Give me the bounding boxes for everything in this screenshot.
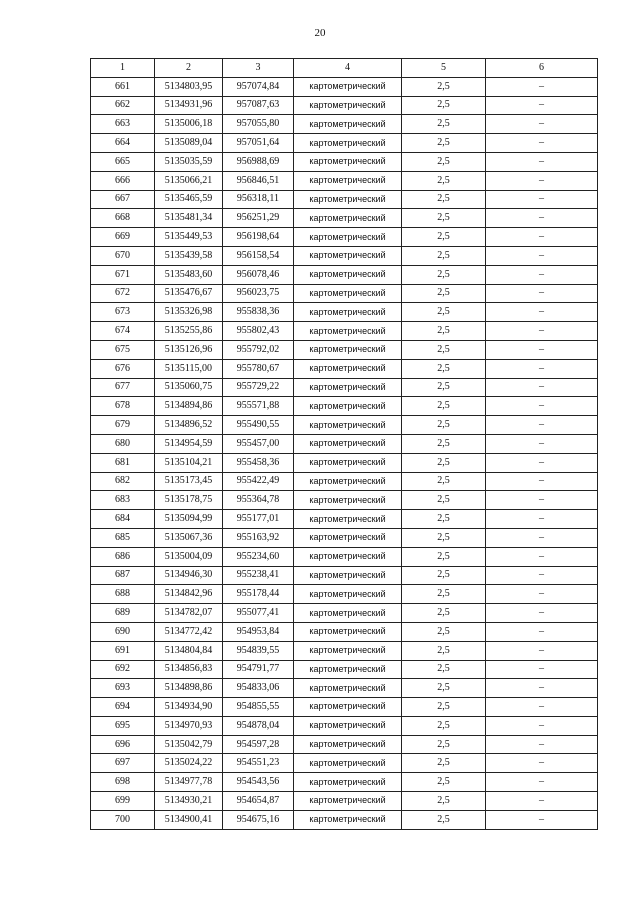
description-cell: – xyxy=(486,810,598,829)
point-number-cell: 666 xyxy=(91,171,155,190)
method-cell: картометрический xyxy=(294,679,402,698)
description-cell: – xyxy=(486,134,598,153)
point-number-cell: 671 xyxy=(91,265,155,284)
table-body xyxy=(91,77,598,829)
point-number-cell: 665 xyxy=(91,152,155,171)
point-number-cell: 694 xyxy=(91,698,155,717)
y-coordinate-cell: 955490,55 xyxy=(223,416,294,435)
point-number-cell: 674 xyxy=(91,322,155,341)
description-cell: – xyxy=(486,77,598,96)
x-coordinate-cell: 5134934,90 xyxy=(155,698,223,717)
method-cell: картометрический xyxy=(294,209,402,228)
column-header-6: 6 xyxy=(486,59,598,78)
x-coordinate-cell: 5135089,04 xyxy=(155,134,223,153)
table-row xyxy=(91,622,598,641)
x-coordinate-cell: 5134856,83 xyxy=(155,660,223,679)
description-cell: – xyxy=(486,115,598,134)
y-coordinate-cell: 956318,11 xyxy=(223,190,294,209)
table-row xyxy=(91,359,598,378)
x-coordinate-cell: 5135006,18 xyxy=(155,115,223,134)
table-row xyxy=(91,792,598,811)
table-row xyxy=(91,510,598,529)
y-coordinate-cell: 954878,04 xyxy=(223,716,294,735)
x-coordinate-cell: 5134803,95 xyxy=(155,77,223,96)
description-cell: – xyxy=(486,322,598,341)
accuracy-cell: 2,5 xyxy=(402,303,486,322)
accuracy-cell: 2,5 xyxy=(402,660,486,679)
y-coordinate-cell: 957051,64 xyxy=(223,134,294,153)
point-number-cell: 689 xyxy=(91,604,155,623)
table-row xyxy=(91,585,598,604)
table-row xyxy=(91,472,598,491)
table-row xyxy=(91,735,598,754)
y-coordinate-cell: 956988,69 xyxy=(223,152,294,171)
x-coordinate-cell: 5135035,59 xyxy=(155,152,223,171)
method-cell: картометрический xyxy=(294,566,402,585)
accuracy-cell: 2,5 xyxy=(402,716,486,735)
table-row xyxy=(91,77,598,96)
table-row xyxy=(91,322,598,341)
point-number-cell: 677 xyxy=(91,378,155,397)
accuracy-cell: 2,5 xyxy=(402,679,486,698)
x-coordinate-cell: 5134896,52 xyxy=(155,416,223,435)
accuracy-cell: 2,5 xyxy=(402,190,486,209)
point-number-cell: 669 xyxy=(91,228,155,247)
description-cell: – xyxy=(486,792,598,811)
description-cell: – xyxy=(486,604,598,623)
method-cell: картометрический xyxy=(294,96,402,115)
x-coordinate-cell: 5134900,41 xyxy=(155,810,223,829)
table-row xyxy=(91,698,598,717)
description-cell: – xyxy=(486,416,598,435)
method-cell: картометрический xyxy=(294,585,402,604)
y-coordinate-cell: 955780,67 xyxy=(223,359,294,378)
table-row xyxy=(91,491,598,510)
y-coordinate-cell: 956158,54 xyxy=(223,246,294,265)
y-coordinate-cell: 955422,49 xyxy=(223,472,294,491)
table-row xyxy=(91,641,598,660)
point-number-cell: 700 xyxy=(91,810,155,829)
table-row xyxy=(91,754,598,773)
point-number-cell: 695 xyxy=(91,716,155,735)
point-number-cell: 678 xyxy=(91,397,155,416)
y-coordinate-cell: 954953,84 xyxy=(223,622,294,641)
point-number-cell: 691 xyxy=(91,641,155,660)
accuracy-cell: 2,5 xyxy=(402,585,486,604)
method-cell: картометрический xyxy=(294,472,402,491)
method-cell: картометрический xyxy=(294,510,402,529)
description-cell: – xyxy=(486,716,598,735)
x-coordinate-cell: 5134946,30 xyxy=(155,566,223,585)
point-number-cell: 688 xyxy=(91,585,155,604)
method-cell: картометрический xyxy=(294,735,402,754)
accuracy-cell: 2,5 xyxy=(402,453,486,472)
point-number-cell: 692 xyxy=(91,660,155,679)
point-number-cell: 673 xyxy=(91,303,155,322)
x-coordinate-cell: 5135104,21 xyxy=(155,453,223,472)
accuracy-cell: 2,5 xyxy=(402,754,486,773)
x-coordinate-cell: 5135326,98 xyxy=(155,303,223,322)
y-coordinate-cell: 955802,43 xyxy=(223,322,294,341)
accuracy-cell: 2,5 xyxy=(402,510,486,529)
method-cell: картометрический xyxy=(294,134,402,153)
method-cell: картометрический xyxy=(294,115,402,134)
accuracy-cell: 2,5 xyxy=(402,735,486,754)
description-cell: – xyxy=(486,340,598,359)
accuracy-cell: 2,5 xyxy=(402,359,486,378)
y-coordinate-cell: 955838,36 xyxy=(223,303,294,322)
x-coordinate-cell: 5135024,22 xyxy=(155,754,223,773)
accuracy-cell: 2,5 xyxy=(402,397,486,416)
table-row xyxy=(91,152,598,171)
point-number-cell: 685 xyxy=(91,528,155,547)
accuracy-cell: 2,5 xyxy=(402,792,486,811)
y-coordinate-cell: 954839,55 xyxy=(223,641,294,660)
x-coordinate-cell: 5135483,60 xyxy=(155,265,223,284)
x-coordinate-cell: 5135067,36 xyxy=(155,528,223,547)
table-row xyxy=(91,397,598,416)
accuracy-cell: 2,5 xyxy=(402,265,486,284)
point-number-cell: 696 xyxy=(91,735,155,754)
description-cell: – xyxy=(486,265,598,284)
method-cell: картометрический xyxy=(294,228,402,247)
point-number-cell: 670 xyxy=(91,246,155,265)
table-row xyxy=(91,378,598,397)
table-row xyxy=(91,716,598,735)
coordinates-table xyxy=(90,58,598,830)
point-number-cell: 682 xyxy=(91,472,155,491)
y-coordinate-cell: 956078,46 xyxy=(223,265,294,284)
description-cell: – xyxy=(486,510,598,529)
x-coordinate-cell: 5135094,99 xyxy=(155,510,223,529)
table-row xyxy=(91,340,598,359)
y-coordinate-cell: 957087,63 xyxy=(223,96,294,115)
x-coordinate-cell: 5135481,34 xyxy=(155,209,223,228)
table-row xyxy=(91,660,598,679)
table-row xyxy=(91,134,598,153)
point-number-cell: 675 xyxy=(91,340,155,359)
table-row xyxy=(91,96,598,115)
accuracy-cell: 2,5 xyxy=(402,491,486,510)
table-row xyxy=(91,303,598,322)
point-number-cell: 661 xyxy=(91,77,155,96)
column-header-3: 3 xyxy=(223,59,294,78)
point-number-cell: 667 xyxy=(91,190,155,209)
method-cell: картометрический xyxy=(294,359,402,378)
description-cell: – xyxy=(486,547,598,566)
x-coordinate-cell: 5135066,21 xyxy=(155,171,223,190)
method-cell: картометрический xyxy=(294,792,402,811)
description-cell: – xyxy=(486,622,598,641)
description-cell: – xyxy=(486,397,598,416)
accuracy-cell: 2,5 xyxy=(402,622,486,641)
y-coordinate-cell: 955364,78 xyxy=(223,491,294,510)
y-coordinate-cell: 954654,87 xyxy=(223,792,294,811)
x-coordinate-cell: 5134842,96 xyxy=(155,585,223,604)
table-row xyxy=(91,284,598,303)
y-coordinate-cell: 956251,29 xyxy=(223,209,294,228)
y-coordinate-cell: 956846,51 xyxy=(223,171,294,190)
description-cell: – xyxy=(486,698,598,717)
x-coordinate-cell: 5135465,59 xyxy=(155,190,223,209)
description-cell: – xyxy=(486,171,598,190)
table-row xyxy=(91,115,598,134)
x-coordinate-cell: 5135476,67 xyxy=(155,284,223,303)
point-number-cell: 679 xyxy=(91,416,155,435)
description-cell: – xyxy=(486,378,598,397)
y-coordinate-cell: 954791,77 xyxy=(223,660,294,679)
method-cell: картометрический xyxy=(294,698,402,717)
table-row xyxy=(91,434,598,453)
x-coordinate-cell: 5134772,42 xyxy=(155,622,223,641)
page-number: 20 xyxy=(314,27,326,39)
point-number-cell: 680 xyxy=(91,434,155,453)
column-header-4: 4 xyxy=(294,59,402,78)
description-cell: – xyxy=(486,566,598,585)
accuracy-cell: 2,5 xyxy=(402,641,486,660)
description-cell: – xyxy=(486,472,598,491)
description-cell: – xyxy=(486,96,598,115)
method-cell: картометрический xyxy=(294,77,402,96)
point-number-cell: 686 xyxy=(91,547,155,566)
y-coordinate-cell: 954855,55 xyxy=(223,698,294,717)
method-cell: картометрический xyxy=(294,303,402,322)
y-coordinate-cell: 955729,22 xyxy=(223,378,294,397)
x-coordinate-cell: 5135173,45 xyxy=(155,472,223,491)
table-row xyxy=(91,604,598,623)
method-cell: картометрический xyxy=(294,246,402,265)
accuracy-cell: 2,5 xyxy=(402,246,486,265)
y-coordinate-cell: 955077,41 xyxy=(223,604,294,623)
y-coordinate-cell: 955177,01 xyxy=(223,510,294,529)
description-cell: – xyxy=(486,228,598,247)
accuracy-cell: 2,5 xyxy=(402,284,486,303)
point-number-cell: 664 xyxy=(91,134,155,153)
y-coordinate-cell: 955457,00 xyxy=(223,434,294,453)
accuracy-cell: 2,5 xyxy=(402,472,486,491)
description-cell: – xyxy=(486,284,598,303)
accuracy-cell: 2,5 xyxy=(402,773,486,792)
method-cell: картометрический xyxy=(294,340,402,359)
method-cell: картометрический xyxy=(294,171,402,190)
y-coordinate-cell: 954675,16 xyxy=(223,810,294,829)
y-coordinate-cell: 957074,84 xyxy=(223,77,294,96)
x-coordinate-cell: 5134954,59 xyxy=(155,434,223,453)
y-coordinate-cell: 954597,28 xyxy=(223,735,294,754)
y-coordinate-cell: 954551,23 xyxy=(223,754,294,773)
method-cell: картометрический xyxy=(294,284,402,303)
accuracy-cell: 2,5 xyxy=(402,698,486,717)
column-header-2: 2 xyxy=(155,59,223,78)
accuracy-cell: 2,5 xyxy=(402,134,486,153)
y-coordinate-cell: 956198,64 xyxy=(223,228,294,247)
accuracy-cell: 2,5 xyxy=(402,340,486,359)
y-coordinate-cell: 954833,06 xyxy=(223,679,294,698)
accuracy-cell: 2,5 xyxy=(402,322,486,341)
point-number-cell: 668 xyxy=(91,209,155,228)
point-number-cell: 693 xyxy=(91,679,155,698)
method-cell: картометрический xyxy=(294,547,402,566)
table-row xyxy=(91,209,598,228)
description-cell: – xyxy=(486,209,598,228)
accuracy-cell: 2,5 xyxy=(402,171,486,190)
description-cell: – xyxy=(486,190,598,209)
description-cell: – xyxy=(486,246,598,265)
y-coordinate-cell: 955163,92 xyxy=(223,528,294,547)
description-cell: – xyxy=(486,773,598,792)
y-coordinate-cell: 955178,44 xyxy=(223,585,294,604)
accuracy-cell: 2,5 xyxy=(402,604,486,623)
accuracy-cell: 2,5 xyxy=(402,547,486,566)
x-coordinate-cell: 5134804,84 xyxy=(155,641,223,660)
accuracy-cell: 2,5 xyxy=(402,566,486,585)
method-cell: картометрический xyxy=(294,416,402,435)
method-cell: картометрический xyxy=(294,152,402,171)
table-row xyxy=(91,810,598,829)
method-cell: картометрический xyxy=(294,622,402,641)
method-cell: картометрический xyxy=(294,491,402,510)
table-row xyxy=(91,773,598,792)
method-cell: картометрический xyxy=(294,397,402,416)
table-row xyxy=(91,190,598,209)
table-row xyxy=(91,453,598,472)
method-cell: картометрический xyxy=(294,322,402,341)
method-cell: картометрический xyxy=(294,378,402,397)
accuracy-cell: 2,5 xyxy=(402,378,486,397)
description-cell: – xyxy=(486,434,598,453)
method-cell: картометрический xyxy=(294,434,402,453)
accuracy-cell: 2,5 xyxy=(402,810,486,829)
y-coordinate-cell: 955792,02 xyxy=(223,340,294,359)
table-row xyxy=(91,246,598,265)
method-cell: картометрический xyxy=(294,265,402,284)
description-cell: – xyxy=(486,735,598,754)
point-number-cell: 681 xyxy=(91,453,155,472)
point-number-cell: 687 xyxy=(91,566,155,585)
point-number-cell: 697 xyxy=(91,754,155,773)
method-cell: картометрический xyxy=(294,660,402,679)
accuracy-cell: 2,5 xyxy=(402,434,486,453)
method-cell: картометрический xyxy=(294,810,402,829)
point-number-cell: 698 xyxy=(91,773,155,792)
x-coordinate-cell: 5135449,53 xyxy=(155,228,223,247)
description-cell: – xyxy=(486,152,598,171)
description-cell: – xyxy=(486,641,598,660)
description-cell: – xyxy=(486,754,598,773)
description-cell: – xyxy=(486,359,598,378)
method-cell: картометрический xyxy=(294,754,402,773)
method-cell: картометрический xyxy=(294,641,402,660)
table-header-row xyxy=(91,59,598,78)
x-coordinate-cell: 5135178,75 xyxy=(155,491,223,510)
x-coordinate-cell: 5135060,75 xyxy=(155,378,223,397)
point-number-cell: 699 xyxy=(91,792,155,811)
y-coordinate-cell: 957055,80 xyxy=(223,115,294,134)
point-number-cell: 683 xyxy=(91,491,155,510)
x-coordinate-cell: 5135115,00 xyxy=(155,359,223,378)
accuracy-cell: 2,5 xyxy=(402,528,486,547)
x-coordinate-cell: 5134970,93 xyxy=(155,716,223,735)
x-coordinate-cell: 5134894,86 xyxy=(155,397,223,416)
method-cell: картометрический xyxy=(294,604,402,623)
x-coordinate-cell: 5134977,78 xyxy=(155,773,223,792)
method-cell: картометрический xyxy=(294,716,402,735)
y-coordinate-cell: 955234,60 xyxy=(223,547,294,566)
description-cell: – xyxy=(486,491,598,510)
description-cell: – xyxy=(486,679,598,698)
table-row xyxy=(91,528,598,547)
y-coordinate-cell: 956023,75 xyxy=(223,284,294,303)
table-row xyxy=(91,679,598,698)
accuracy-cell: 2,5 xyxy=(402,228,486,247)
method-cell: картометрический xyxy=(294,528,402,547)
y-coordinate-cell: 955571,88 xyxy=(223,397,294,416)
table-row xyxy=(91,228,598,247)
column-header-5: 5 xyxy=(402,59,486,78)
x-coordinate-cell: 5135004,09 xyxy=(155,547,223,566)
point-number-cell: 690 xyxy=(91,622,155,641)
x-coordinate-cell: 5134931,96 xyxy=(155,96,223,115)
accuracy-cell: 2,5 xyxy=(402,416,486,435)
x-coordinate-cell: 5135042,79 xyxy=(155,735,223,754)
y-coordinate-cell: 955238,41 xyxy=(223,566,294,585)
table-row xyxy=(91,171,598,190)
method-cell: картометрический xyxy=(294,773,402,792)
accuracy-cell: 2,5 xyxy=(402,96,486,115)
description-cell: – xyxy=(486,585,598,604)
accuracy-cell: 2,5 xyxy=(402,209,486,228)
column-header-1: 1 xyxy=(91,59,155,78)
table-row xyxy=(91,547,598,566)
table-row xyxy=(91,265,598,284)
y-coordinate-cell: 955458,36 xyxy=(223,453,294,472)
point-number-cell: 672 xyxy=(91,284,155,303)
accuracy-cell: 2,5 xyxy=(402,115,486,134)
x-coordinate-cell: 5135255,86 xyxy=(155,322,223,341)
description-cell: – xyxy=(486,303,598,322)
description-cell: – xyxy=(486,660,598,679)
method-cell: картометрический xyxy=(294,453,402,472)
x-coordinate-cell: 5134930,21 xyxy=(155,792,223,811)
y-coordinate-cell: 954543,56 xyxy=(223,773,294,792)
table-row xyxy=(91,416,598,435)
x-coordinate-cell: 5135126,96 xyxy=(155,340,223,359)
x-coordinate-cell: 5135439,58 xyxy=(155,246,223,265)
table-row xyxy=(91,566,598,585)
accuracy-cell: 2,5 xyxy=(402,152,486,171)
description-cell: – xyxy=(486,453,598,472)
point-number-cell: 684 xyxy=(91,510,155,529)
accuracy-cell: 2,5 xyxy=(402,77,486,96)
point-number-cell: 676 xyxy=(91,359,155,378)
x-coordinate-cell: 5134782,07 xyxy=(155,604,223,623)
description-cell: – xyxy=(486,528,598,547)
point-number-cell: 663 xyxy=(91,115,155,134)
method-cell: картометрический xyxy=(294,190,402,209)
point-number-cell: 662 xyxy=(91,96,155,115)
x-coordinate-cell: 5134898,86 xyxy=(155,679,223,698)
